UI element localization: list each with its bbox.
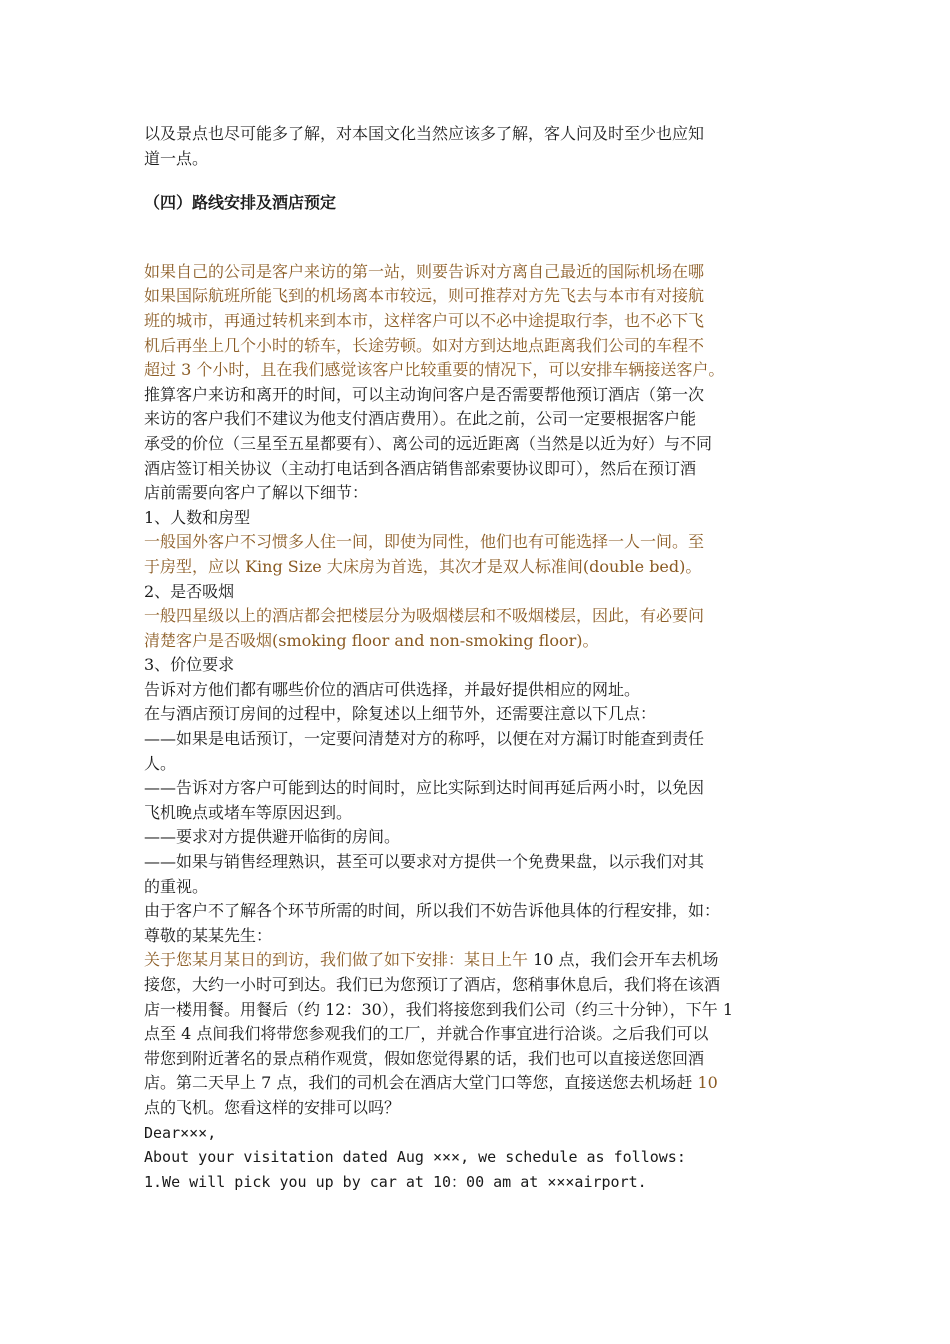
letter-line: 店一楼用餐。用餐后（约 12：30），我们将接您到我们公司（约三十分钟），下午 1 <box>144 999 734 1019</box>
item-body-line: 一般国外客户不习惯多人住一间，即使为同性，他们也有可能选择一人一间。至 <box>144 532 705 552</box>
item-body-line: 飞机晚点或堵车等原因迟到。 <box>144 802 353 822</box>
item-body-line: 在与酒店预订房间的过程中，除复述以上细节外，还需要注意以下几点： <box>144 704 657 724</box>
letter-line: 点至 4 点间我们将带您参观我们的工厂，并就合作事宜进行洽谈。之后我们可以 <box>144 1024 709 1044</box>
letter-line: 带您到附近著名的景点稍作观赏，假如您觉得累的话，我们也可以直接送您回酒 <box>144 1048 705 1068</box>
item-body-line: 的重视。 <box>144 876 209 896</box>
hotel-paragraph-line: 店前需要向客户了解以下细节： <box>144 483 369 503</box>
letter-last-brown: 10 <box>692 1073 718 1093</box>
airport-paragraph-line: 如果国际航班所能飞到的机场离本市较远，则可推荐对方先飞去与本市有对接航 <box>144 286 705 306</box>
airport-paragraph-line: 班的城市，再通过转机来到本市，这样客户可以不必中途提取行李，也不必下飞 <box>144 310 705 330</box>
item-title: 3、价位要求 <box>144 655 235 675</box>
hotel-paragraph-line: 酒店签订相关协议（主动打电话到各酒店销售部索要协议即可），然后在预订酒 <box>144 458 697 478</box>
item-body-line: 告诉对方他们都有哪些价位的酒店可供选择，并最好提供相应的网址。 <box>144 679 641 699</box>
english-line: 1.We will pick you up by car at 10：00 am at ×××airport. <box>144 1172 647 1191</box>
letter-last-black: 店。第二天早上 7 点，我们的司机会在酒店大堂门口等您，直接送您去机场赶 <box>144 1073 693 1093</box>
letter-first-rest: 10 点，我们会开车去机场 <box>528 950 719 970</box>
item-body-line: 清楚客户是否吸烟(smoking floor and non-smoking floor)。 <box>144 630 599 650</box>
english-line: Dear×××, <box>144 1123 217 1142</box>
item-body-line: 由于客户不了解各个环节所需的时间，所以我们不妨告诉他具体的行程安排，如： <box>144 901 721 921</box>
airport-paragraph-line: 机后再坐上几个小时的轿车，长途劳顿。如对方到达地点距离我们公司的车程不 <box>144 335 705 355</box>
document-body <box>144 122 834 1194</box>
item-body-line: ——要求对方提供避开临街的房间。 <box>144 827 401 847</box>
letter-first-brown: 关于您某月某日的到访，我们做了如下安排：某日上午 <box>144 950 529 970</box>
intro-line: 以及景点也尽可能多了解，对本国文化当然应该多了解，客人问及时至少也应知 <box>144 124 705 143</box>
item-body-line: ——如果与销售经理熟识，甚至可以要求对方提供一个免费果盘，以示我们对其 <box>144 852 705 872</box>
intro-line: 道一点。 <box>144 148 209 168</box>
item-body-line: 尊敬的某某先生： <box>144 925 273 945</box>
hotel-paragraph-line: 承受的价位（三星至五星都要有）、离公司的远近距离（当然是以近为好）与不同 <box>144 433 713 453</box>
english-line: About your visitation dated Aug ×××, we schedule as follows: <box>144 1148 686 1167</box>
airport-paragraph-line: 如果自己的公司是客户来访的第一站，则要告诉对方离自己最近的国际机场在哪 <box>144 261 705 281</box>
hotel-paragraph-line: 推算客户来访和离开的时间，可以主动询问客户是否需要帮他预订酒店（第一次 <box>144 384 705 404</box>
section-heading: （四）路线安排及酒店预定 <box>144 193 337 213</box>
item-body-line: 人。 <box>144 753 177 773</box>
item-body-line: 于房型，应以 King Size 大床房为首选，其次才是双人标准间(double bed)。 <box>144 556 702 576</box>
hotel-paragraph-line: 来访的客户我们不建议为他支付酒店费用）。在此之前，公司一定要根据客户能 <box>144 409 697 429</box>
letter-first-line <box>144 948 834 973</box>
item-body-line: 一般四星级以上的酒店都会把楼层分为吸烟楼层和不吸烟楼层，因此，有必要问 <box>144 606 705 626</box>
item-title: 1、人数和房型 <box>144 507 251 527</box>
airport-paragraph-line: 超过 3 个小时，且在我们感觉该客户比较重要的情况下，可以安排车辆接送客户。 <box>144 360 725 380</box>
item-body-line: ——告诉对方客户可能到达的时间时，应比实际到达时间再延后两小时，以免因 <box>144 778 705 798</box>
item-title: 2、是否吸烟 <box>144 581 235 601</box>
item-body-line: ——如果是电话预订，一定要问清楚对方的称呼，以便在对方漏订时能查到责任 <box>144 729 705 749</box>
letter-end: 点的飞机。您看这样的安排可以吗？ <box>144 1097 401 1117</box>
letter-line: 接您，大约一小时可到达。我们已为您预订了酒店，您稍事休息后，我们将在该酒 <box>144 975 721 994</box>
letter-line-last <box>144 1071 834 1096</box>
